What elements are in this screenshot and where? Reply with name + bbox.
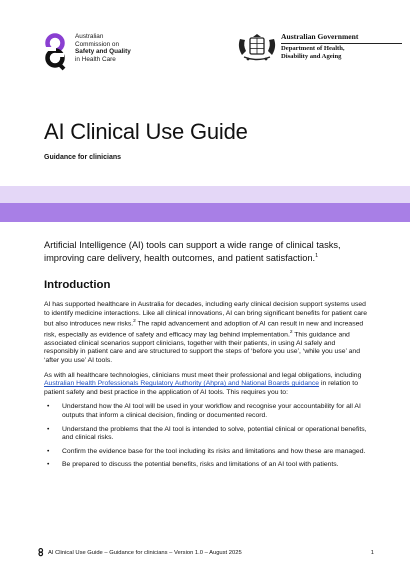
department-line-2: Disability and Ageing bbox=[281, 52, 342, 60]
bullet-marker: • bbox=[47, 403, 50, 411]
commission-logo bbox=[44, 33, 131, 71]
ahpra-guidance-link[interactable]: Australian Health Professionals Regulatory Authority (Ahpra) and National Boards guidance bbox=[44, 380, 320, 388]
logo-line-4: in Health Care bbox=[75, 55, 116, 63]
list-item-text: Confirm the evidence base for the tool including its risks and limitations and how these are managed. bbox=[62, 447, 366, 455]
commission-logo-icon bbox=[44, 33, 68, 71]
page-footer bbox=[38, 548, 374, 557]
page-header bbox=[0, 0, 410, 120]
intro-lead-ref[interactable]: 1 bbox=[315, 253, 319, 260]
intro-paragraph-2 bbox=[44, 372, 370, 398]
bullet-marker: • bbox=[47, 425, 50, 433]
list-item bbox=[44, 448, 370, 457]
para1-text-2: The rapid advancement and adoption of AI can result in new and increased risk, especially as evidence of safety and efficacy may lag behind implementation. bbox=[44, 320, 364, 339]
list-item-text: Be prepared to discuss the potential benefits, risks and limitations of an AI tool with patients. bbox=[62, 461, 339, 469]
coat-of-arms-icon bbox=[236, 33, 278, 63]
requirements-list bbox=[44, 403, 370, 470]
commission-mini-logo-icon bbox=[38, 548, 44, 557]
logo-line-1: Australian bbox=[75, 33, 104, 40]
para2-text-2: in relation to patient safety and best practice in the application of AI tools. This requires you to: bbox=[44, 380, 358, 396]
government-name: Australian Government bbox=[281, 32, 359, 41]
para1-ref-1[interactable]: 2 bbox=[133, 319, 136, 325]
decorative-band-light bbox=[0, 186, 410, 203]
para1-text-1: AI has supported healthcare in Australia for decades, including early clinical decision support systems used to identify medicine interactions. Like all clinical innovations, AI can bring significant benefits for patient care but also introduces new risks. bbox=[44, 300, 368, 328]
para1-text-3: This guidance and associated clinical scenarios support clinicians, together with their patients, in using AI safely and responsibly in patient care and are structured to support the steps of ‘before you use’, ‘while you use’ and ‘after you use’ AI tools. bbox=[44, 331, 360, 364]
section-heading: Introduction bbox=[44, 278, 111, 291]
government-logo bbox=[236, 33, 402, 63]
list-item-text: Understand how the AI tool will be used in your workflow and recognise your accountability for all AI outputs that inform a clinical decision, finding or documented record. bbox=[62, 403, 361, 419]
list-item bbox=[44, 461, 370, 470]
list-item bbox=[44, 426, 370, 443]
government-logo-text bbox=[281, 33, 402, 61]
decorative-band-dark bbox=[0, 203, 410, 222]
intro-lead-text: Artificial Intelligence (AI) tools can support a wide range of clinical tasks, improving care delivery, health outcomes, and patient satisfaction. bbox=[44, 240, 341, 264]
para2-text-1: As with all healthcare technologies, clinicians must meet their professional and legal obligations, including bbox=[44, 371, 362, 379]
page-number: 1 bbox=[370, 549, 374, 556]
document-title: AI Clinical Use Guide bbox=[44, 119, 248, 144]
intro-lead bbox=[44, 240, 370, 265]
logo-line-3: Safety and Quality bbox=[75, 48, 131, 56]
department-line-1: Department of Health, bbox=[281, 45, 345, 53]
logo-line-2: Commission on bbox=[75, 40, 120, 48]
main-content bbox=[44, 240, 370, 475]
footer-text: AI Clinical Use Guide – Guidance for clinicians – Version 1.0 – August 2025 bbox=[48, 549, 242, 556]
government-divider bbox=[281, 43, 402, 44]
document-subtitle: Guidance for clinicians bbox=[44, 154, 122, 161]
bullet-marker: • bbox=[47, 461, 50, 469]
bullet-marker: • bbox=[47, 447, 50, 455]
para1-ref-2[interactable]: 2 bbox=[289, 329, 293, 335]
list-item-text: Understand the problems that the AI tool is intended to solve, potential clinical or operational benefits, and clinical risks. bbox=[62, 425, 367, 442]
list-item bbox=[44, 403, 370, 420]
intro-paragraph-1 bbox=[44, 301, 370, 366]
commission-logo-text bbox=[75, 33, 131, 63]
